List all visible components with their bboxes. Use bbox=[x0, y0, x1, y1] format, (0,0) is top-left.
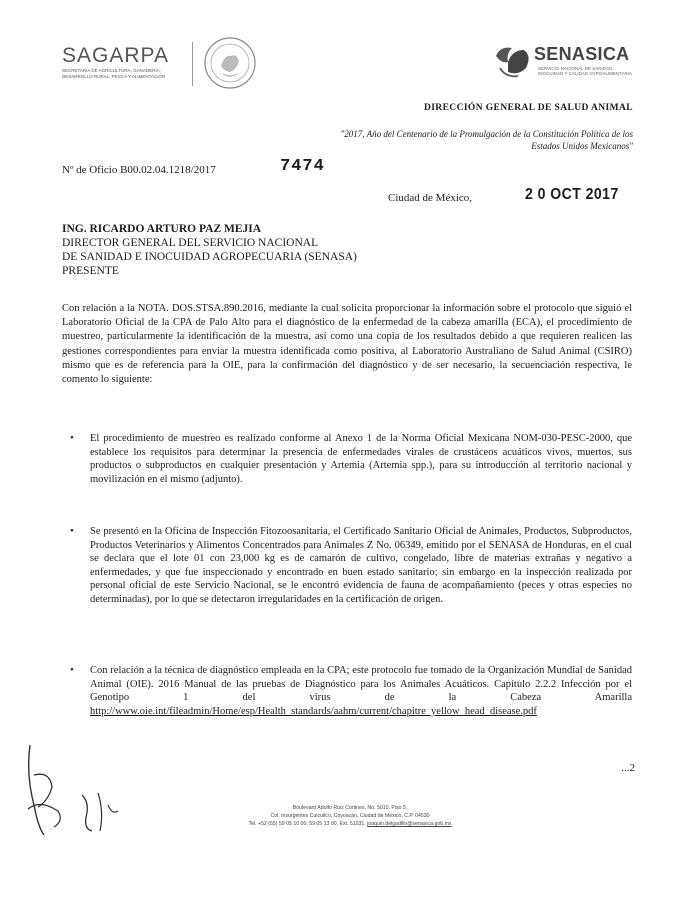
intro-paragraph: Con relación a la NOTA. DOS.STSA.890.2016, mediante la cual solicita proporcionar la información sobre el protocolo que siguió el Laboratorio Oficial de la CPA de Palo Alto para el diagnóstico de la enfermedad de la cabeza amarilla (ECA), el procedimiento de muestreo, particularmente la identificación de la muestra, así como una copia de los resultados debido a que requieren realicen las gestiones correspondientes para enviar la muestra identificada como positiva, al Laboratorio Australiano de Salud Animal (CSIRO) mismo que es de referencia para la OIE, para la confirmación del diagnóstico y de ser necesario, la secuenciación respectiva, le comento lo siguiente: bbox=[62, 303, 632, 386]
handwritten-signature bbox=[20, 735, 130, 845]
oficio-number-stamp: 7474 bbox=[280, 157, 325, 176]
footer-phone: Tel. +52 (55) 59 05 10 00, 59 05 13 00, Ext. 51031. bbox=[248, 821, 366, 827]
page-continuation: ...2 bbox=[621, 762, 635, 774]
official-motto: "2017, Año del Centenario de la Promulgación de la Constitución Política de los Estados Unidos Mexicanos" bbox=[340, 129, 633, 151]
footer-address-line1: Boulevard Adolfo Ruiz Cortines, No. 5010, Piso 5, bbox=[292, 805, 408, 811]
bullet-glyph: • bbox=[70, 432, 74, 444]
date-stamp: 2 0 OCT 2017 bbox=[525, 186, 619, 203]
bullet-item-sampling bbox=[70, 432, 632, 486]
bullet-item-certificate bbox=[70, 525, 632, 607]
sagarpa-name: SAGARPA bbox=[62, 44, 169, 67]
recipient-block bbox=[62, 222, 357, 278]
senasica-logo bbox=[492, 42, 652, 88]
footer-contact-line bbox=[180, 820, 520, 828]
mexican-seal-icon bbox=[203, 36, 257, 90]
logo-divider bbox=[192, 42, 193, 86]
bullet-glyph: • bbox=[70, 525, 74, 537]
department-heading: DIRECCIÓN GENERAL DE SALUD ANIMAL bbox=[423, 103, 633, 113]
bullet-item-diagnosis bbox=[70, 664, 632, 718]
bullet-glyph: • bbox=[70, 664, 74, 676]
bullet-text: Con relación a la técnica de diagnóstico empleada en la CPA; este protocolo fue tomado de la Organización Mundial de Sanidad Animal (OIE). 2016 Manual de las pruebas de Diagnóstico para los Animales Acuáticos. Capítulo 2.2.2 Infección por el Genotipo 1 del virus de la Cabeza Amarilla bbox=[90, 665, 632, 704]
oie-manual-link[interactable]: http://www.oie.int/fileadmin/Home/esp/Health_standards/aahm/current/chapitre_yellow_head_disease.pdf bbox=[90, 705, 537, 717]
footer-address-line2: Col. Insurgentes Cuicuilco, Coyoacán, Ciudad de México, C.P. 04530 bbox=[270, 813, 430, 819]
senasica-emblem-icon bbox=[492, 42, 536, 82]
page-footer bbox=[180, 804, 520, 828]
recipient-title-line2: DE SANIDAD E INOCUIDAD AGROPECUARIA (SENASA) bbox=[62, 251, 357, 263]
city-label: Ciudad de México, bbox=[388, 192, 473, 204]
recipient-title-line1: DIRECTOR GENERAL DEL SERVICIO NACIONAL bbox=[62, 237, 319, 249]
bullet-text: Se presentó en la Oficina de Inspección Fitozoosanitaria, el Certificado Sanitario Oficial de Animales, Productos, Subproductos, Productos Veterinarios y Alimentos Concentrados para Animales Z No. 06349, emitido por el SENASA de Honduras, en el cual se declara que el lote 01 con 23,000 kg es de camarón de cultivo, congelado, libre de materias extrañas y negativo a enfermedades, y que fue inspeccionado y encontrado en buen estado sanitario; sin embargo en la inspección realizada por personal oficial de este Servicio Nacional, se le encontró evidencia de fauna de acompañamiento (peces y otras especies no determinadas), por lo que se detectaron irregularidades en la certificación de origen. bbox=[90, 526, 632, 605]
oficio-label: Nº de Oficio B00.02.04.1218/2017 bbox=[62, 164, 216, 176]
footer-email[interactable]: joaquin.delgadillo@senasica.gob.mx bbox=[367, 821, 452, 827]
recipient-presente: PRESENTE bbox=[62, 265, 119, 277]
senasica-name: SENASICA bbox=[534, 44, 630, 64]
sagarpa-subtitle: SECRETARÍA DE AGRICULTURA, GANADERÍA, DESARROLLO RURAL, PESCA Y ALIMENTACIÓN bbox=[62, 68, 166, 79]
bullet-text: El procedimiento de muestreo es realizado conforme al Anexo 1 de la Norma Oficial Mexicana NOM-030-PESC-2000, que establece los requisitos para determinar la presencia de enfermedades virales de crustáceos acuáticos vivos, muertos, sus productos o subproductos en cualquier presentación y Artemia (Artemia spp.), para su introducción al territorio nacional y movilización en el mismo (adjunto). bbox=[90, 433, 632, 485]
recipient-name: ING. RICARDO ARTURO PAZ MEJIA bbox=[62, 223, 262, 235]
senasica-subtitle: SERVICIO NACIONAL DE SANIDAD, INOCUIDAD Y CALIDAD AGROALIMENTARIA bbox=[538, 66, 633, 76]
